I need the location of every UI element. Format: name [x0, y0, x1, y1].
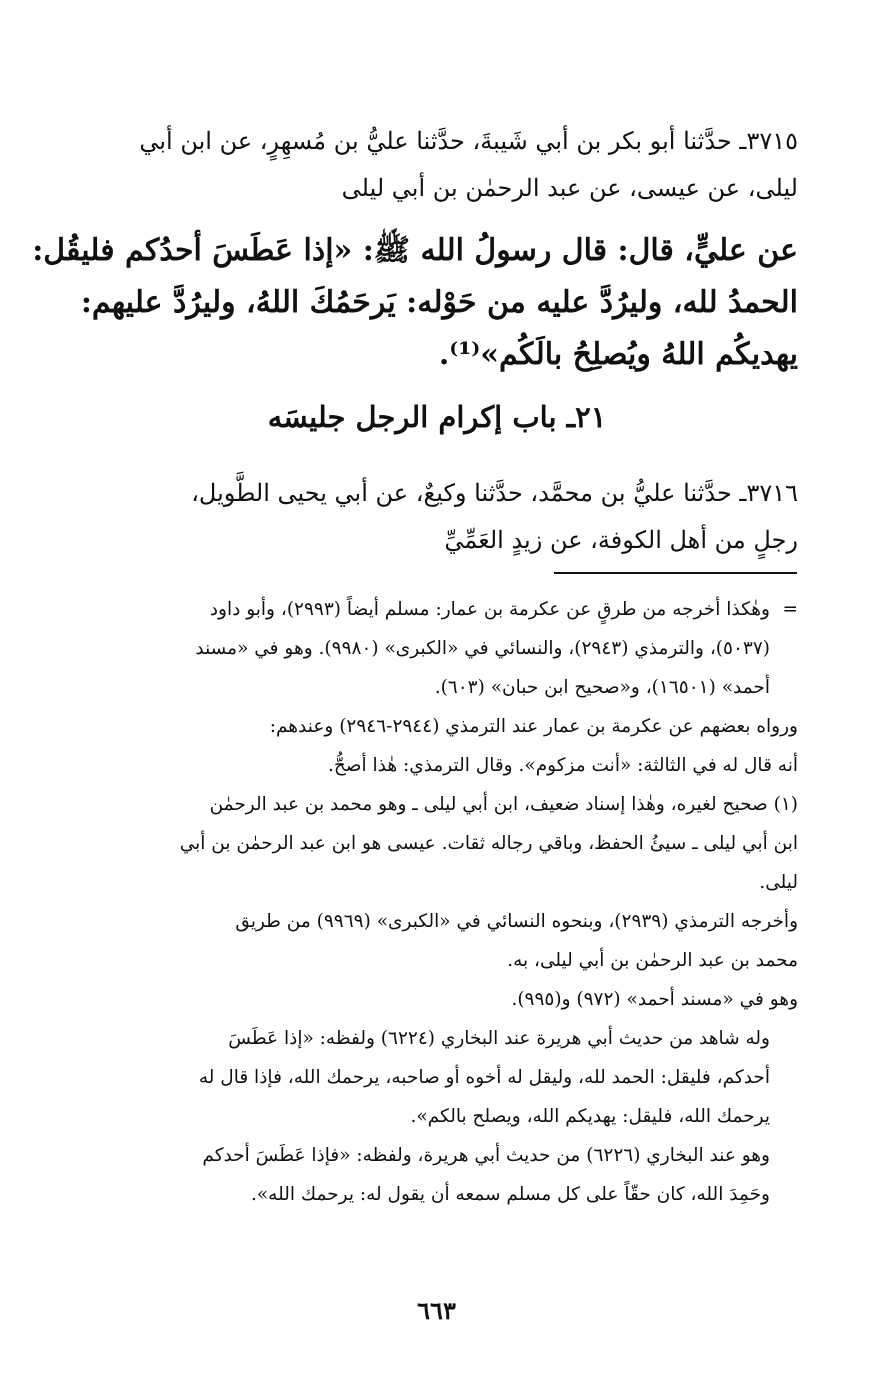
footnote-paragraph: [76, 590, 798, 707]
text-line: يهديكُم اللهُ ويُصلِحُ بالَكُم»⁽¹⁾.: [438, 337, 798, 372]
footnote-paragraph: [76, 1019, 798, 1136]
text-line: ليلى.: [759, 872, 798, 893]
text-line: يرحمك الله، فليقل: يهديكم الله، ويصلح بالكم».: [410, 1106, 770, 1127]
text-line: ليلى، عن عيسى، عن عبد الرحمٰن بن أبي ليلى: [341, 174, 798, 202]
text-line: أحمد» (١٦٥٠١)، و«صحيح ابن حبان» (٦٠٣).: [434, 677, 770, 698]
text-line: أنه قال له في الثالثة: «أنت مزكوم». وقال الترمذي: هٰذا أصحُّ.: [327, 755, 798, 776]
hadith-3715-isnad: [76, 118, 798, 212]
text-line: محمد بن عبد الرحمٰن بن أبي ليلى، به.: [507, 950, 798, 971]
footnote-paragraph: [76, 1136, 798, 1214]
footnote-paragraph: [76, 707, 798, 785]
text-line: وله شاهد من حديث أبي هريرة عند البخاري (٦٢٢٤) ولفظه: «إذا عَطَسَ: [228, 1028, 770, 1049]
text-line: الحمدُ لله، وليرُدَّ عليه من حَوْله: يَرحَمُكَ اللهُ، وليرُدَّ عليهم:: [80, 285, 798, 320]
footnotes: [76, 590, 798, 1214]
text-line: أحدكم، فليقل: الحمد لله، وليقل له أخوه أو صاحبه، يرحمك الله، فإذا قال له: [198, 1067, 770, 1088]
chapter-heading: ٢١ـ باب إكرام الرجل جليسَه: [267, 400, 607, 434]
text-line: (٥٠٣٧)، والترمذي (٢٩٤٣)، والنسائي في «الكبرى» (٩٩٨٠). وهو في «مسند: [195, 638, 770, 659]
text-line: وهو في «مسند أحمد» (٩٧٢) و(٩٩٥).: [511, 989, 798, 1010]
text-line: ٣٧١٥ـ حدَّثنا أبو بكر بن أبي شَيبةَ، حدَّثنا عليُّ بن مُسهِرٍ، عن ابن أبي: [139, 127, 798, 155]
hadith-3716-isnad: [76, 470, 798, 564]
footnote-paragraph: [76, 785, 798, 902]
text-line: (١) صحيح لغيره، وهٰذا إسناد ضعيف، ابن أبي ليلى ـ وهو محمد بن عبد الرحمٰن: [209, 794, 798, 815]
text-line: وحَمِدَ الله، كان حقّاً على كل مسلم سمعه أن يقول له: يرحمك الله».: [250, 1184, 770, 1205]
hadith-3715-matn: [32, 225, 798, 381]
text-line: ابن أبي ليلى ـ سيئُ الحفظ، وباقي رجاله ثقات. عيسى هو ابن عبد الرحمٰن بن أبي: [179, 833, 798, 854]
footnote-paragraph: [76, 980, 798, 1019]
text-line: وأخرجه الترمذي (٢٩٣٩)، وبنحوه النسائي في «الكبرى» (٩٩٦٩) من طريق: [235, 911, 798, 932]
text-line: عن عليٍّ، قال: قال رسولُ الله ﷺ: «إذا عَطَسَ أحدُكم فليقُل:: [32, 233, 798, 268]
text-line: ٣٧١٦ـ حدَّثنا عليُّ بن محمَّد، حدَّثنا وكيعٌ، عن أبي يحيى الطَّويل،: [191, 479, 798, 507]
page-number: ٦٦٣: [417, 1296, 456, 1325]
text-line: وهٰكذا أخرجه من طرقٍ عن عكرمة بن عمار: مسلم أيضاً (٢٩٩٣)، وأبو داود: [209, 599, 770, 620]
continuation-marker: =: [782, 599, 798, 620]
text-line: ورواه بعضهم عن عكرمة بن عمار عند الترمذي (٢٩٤٤-٢٩٤٦) وعندهم:: [269, 716, 798, 737]
text-line: وهو عند البخاري (٦٢٢٦) من حديث أبي هريرة، ولفظه: «فإذا عَطَسَ أحدكم: [202, 1145, 770, 1166]
footnote-paragraph: [76, 902, 798, 980]
footnote-separator: [554, 572, 797, 574]
text-line: رجلٍ من أهل الكوفة، عن زيدٍ العَمِّيِّ: [444, 526, 798, 554]
